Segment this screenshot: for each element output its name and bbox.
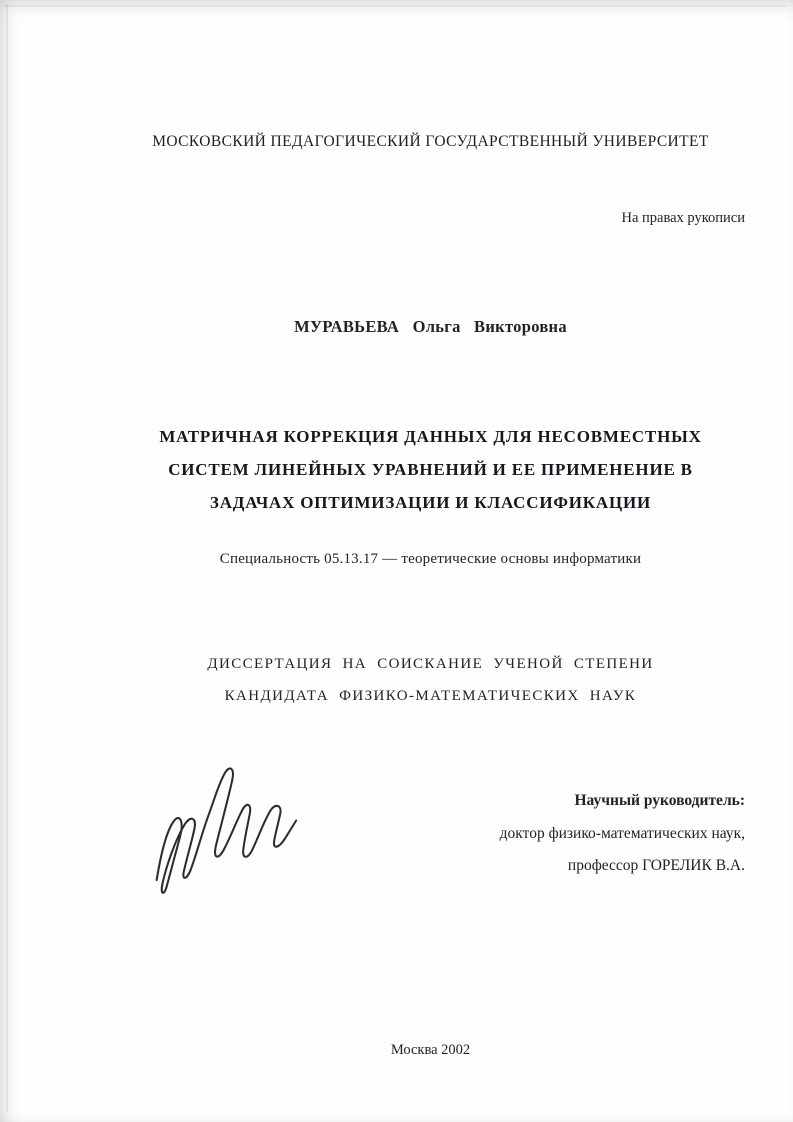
city-and-year: Москва 2002 <box>390 1042 471 1058</box>
title-line-1: МАТРИЧНАЯ КОРРЕКЦИЯ ДАННЫХ ДЛЯ НЕСОВМЕСТНЫХ <box>159 427 702 446</box>
advisor-name: профессор ГОРЕЛИК В.А. <box>567 857 745 874</box>
dissertation-line-1: ДИССЕРТАЦИЯ НА СОИСКАНИЕ УЧЕНОЙ СТЕПЕНИ <box>207 656 654 672</box>
title-line-3: ЗАДАЧАХ ОПТИМИЗАЦИИ И КЛАССИФИКАЦИИ <box>209 493 652 512</box>
dissertation-title <box>68 420 793 519</box>
title-line-2: СИСТЕМ ЛИНЕЙНЫХ УРАВНЕНИЙ И ЕЕ ПРИМЕНЕНИЕ В <box>168 460 693 479</box>
specialty-line: Специальность 05.13.17 — теоретические основы информатики <box>219 551 642 567</box>
handwritten-signature <box>139 750 311 906</box>
page-content <box>68 0 793 1122</box>
advisor-degree: доктор физико-математических наук, <box>499 824 745 842</box>
author-name: МУРАВЬЕВА Ольга Викторовна <box>294 317 567 336</box>
advisor-label: Научный руководитель: <box>574 792 745 809</box>
advisor-block <box>500 785 745 883</box>
dissertation-line-2: КАНДИДАТА ФИЗИКО-МАТЕМАТИЧЕСКИХ НАУК <box>224 688 637 704</box>
signature-icon <box>139 750 311 906</box>
dissertation-statement <box>68 648 793 712</box>
university-header: МОСКОВСКИЙ ПЕДАГОГИЧЕСКИЙ ГОСУДАРСТВЕННЫЙ УНИВЕРСИТЕТ <box>152 133 709 150</box>
manuscript-rights-note: На правах рукописи <box>621 210 745 226</box>
